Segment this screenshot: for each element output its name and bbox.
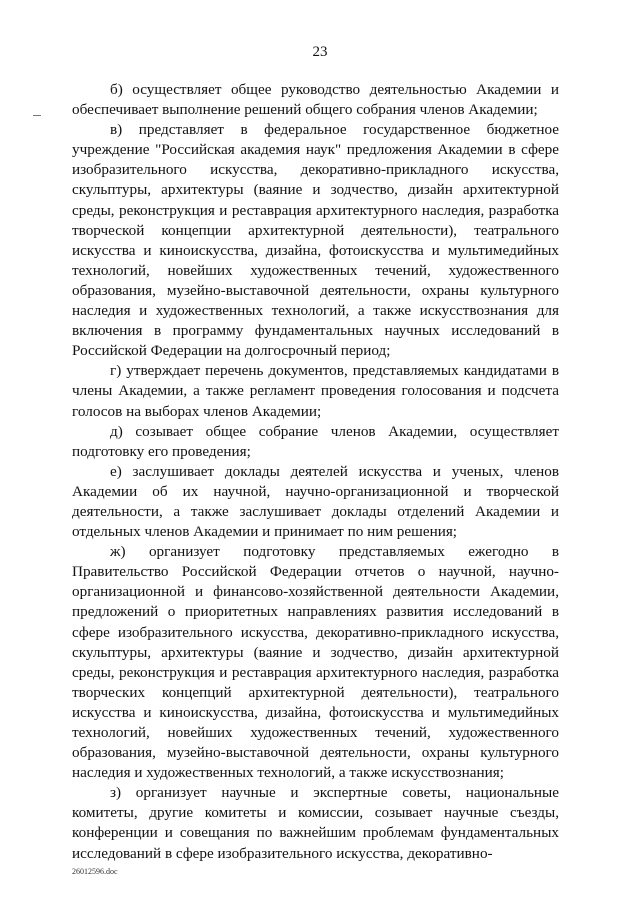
paragraph-zh: ж) организует подготовку представляемых ежегодно в Правительство Российской Федерации отчетов о научной, научно-организационной и финансово-хозяйственной деятельности Академии, предложений о приоритетных направлениях развития исследований в сфере изобразительного искусства, декоративно-прикладного искусства, скульптуры, архитектуры (ваяние и зодчество, дизайн архитектурной среды, реконструкция и реставрация архитектурного наследия, разработка творческих концепций архитектурной деятельности), театрального искусства и киноискусства, дизайна, фотоискусства и мультимедийных технологий, новейших художественных течений, художественного образования, музейно-выставочной деятельности, охраны культурного наследия и художественных технологий, а также искусствознания; [72, 543, 559, 782]
page-number: 23 [312, 44, 328, 60]
paragraph-e: е) заслушивает доклады деятелей искусства и ученых, членов Академии об их научной, научно-организационной и творческой деятельности, а также заслушивает доклады отделений Академии и отдельных членов Академии и принимает по ним решения; [72, 462, 559, 541]
paragraph-b: б) осуществляет общее руководство деятельностью Академии и обеспечивает выполнение решений общего собрания членов Академии; [72, 81, 559, 119]
document-filename: 26012596.doc [72, 867, 118, 876]
paragraph-z: з) организует научные и экспертные советы, национальные комитеты, другие комитеты и комиссии, созывает научные съезды, конференции и совещания по важнейшим проблемам фундаментальных исследований в сфере изобразительного искусства, декоративно- [72, 784, 559, 862]
paragraph-v: в) представляет в федеральное государственное бюджетное учреждение "Российская академия наук" предложения Академии в сфере изобразительного искусства, декоративно-прикладного искусства, скульптуры, архитектуры (ваяние и зодчество, дизайн архитектурной среды, реконструкция и реставрация архитектурного наследия, разработка творческой концепции архитектурной деятельности), театрального искусства и киноискусства, дизайна, фотоискусства и мультимедийных технологий, новейших художественных течений, художественного образования, музейно-выставочной деятельности, охраны культурного наследия и художественных технологий, а также искусствознания для включения в программу фундаментальных научных исследований в Российской Федерации на долгосрочный период; [72, 121, 559, 360]
paragraph-g: г) утверждает перечень документов, представляемых кандидатами в члены Академии, а также регламент проведения голосования и подсчета голосов на выборах членов Академии; [72, 362, 559, 420]
paragraph-d: д) созывает общее собрание членов Академии, осуществляет подготовку его проведения; [72, 422, 559, 460]
margin-mark [33, 115, 41, 116]
document-body [72, 80, 559, 864]
